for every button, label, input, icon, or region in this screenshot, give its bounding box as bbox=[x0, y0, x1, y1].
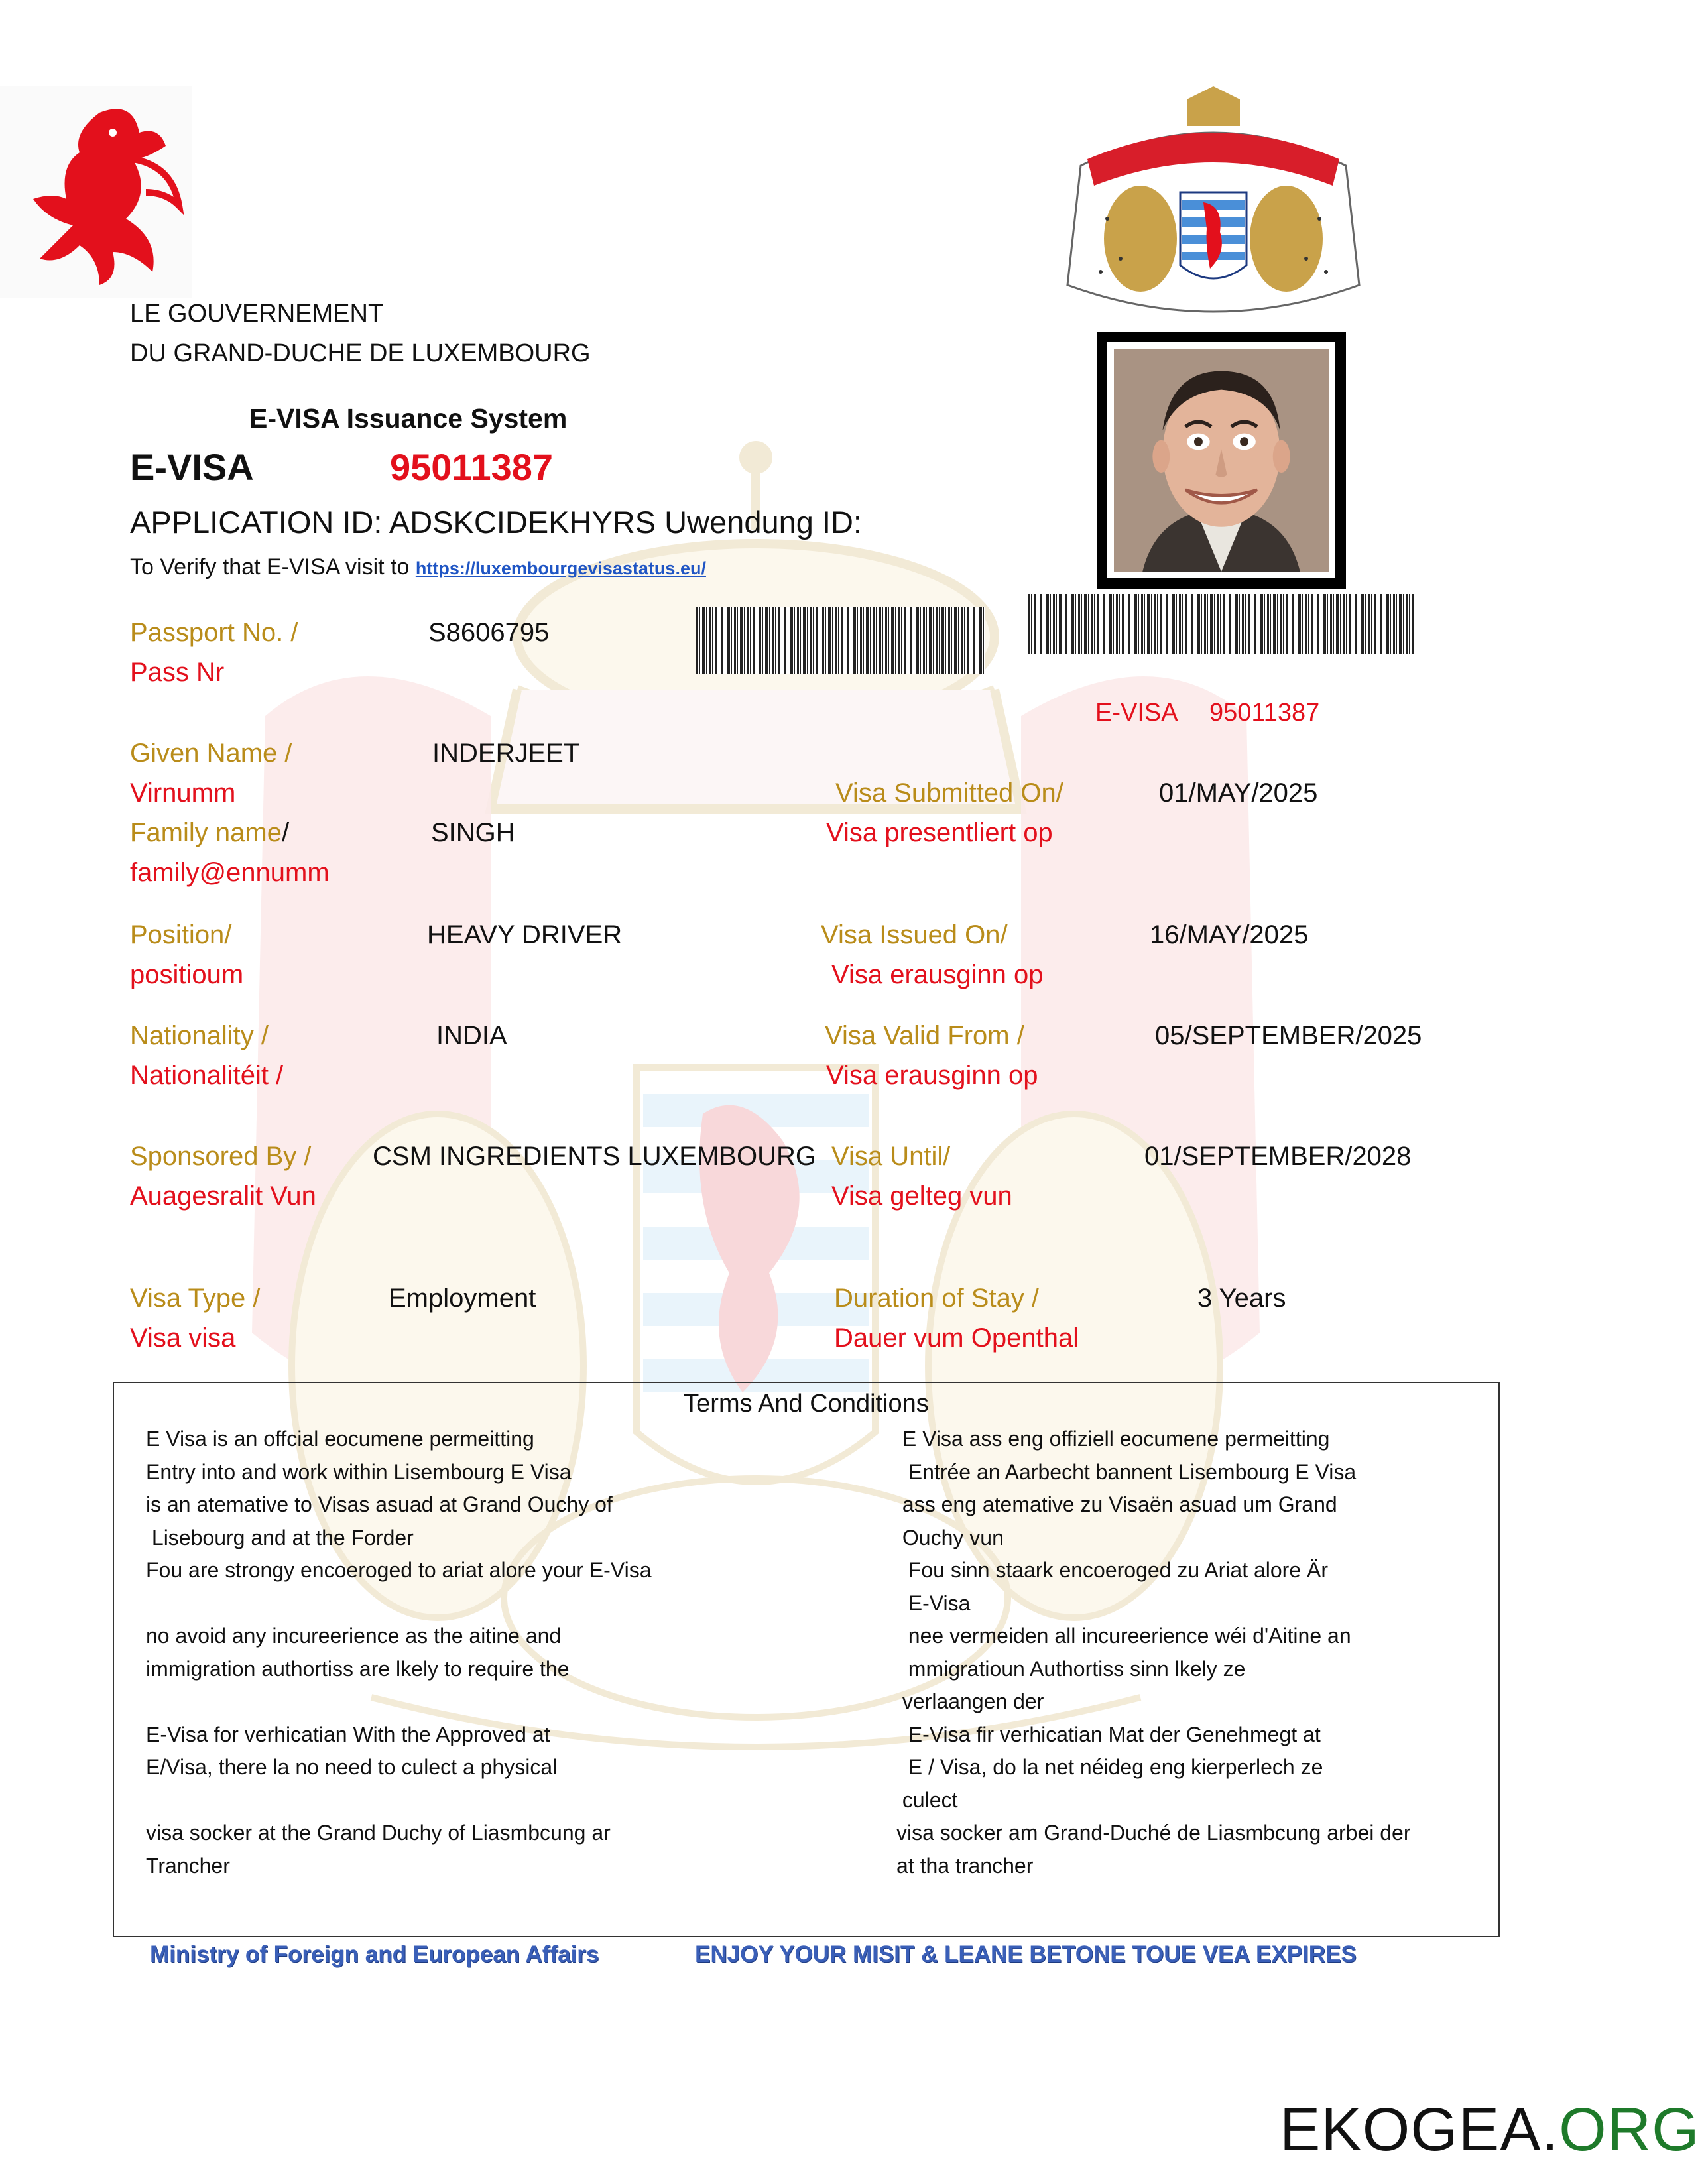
passport-label-lb: Pass Nr bbox=[130, 658, 225, 687]
terms-left-line bbox=[146, 1784, 652, 1817]
terms-left-line: immigration authortiss are lkely to require the bbox=[146, 1656, 570, 1681]
terms-left-line: Fou are strongy encoeroged to ariat alore your E-Visa bbox=[146, 1558, 652, 1582]
submitted-on-value: 01/MAY/2025 bbox=[1159, 778, 1318, 808]
terms-right-line: Fou sinn staark encoeroged zu Ariat alore Är bbox=[896, 1558, 1329, 1582]
government-line-1: LE GOUVERNEMENT bbox=[130, 300, 384, 328]
terms-left-line: is an atemative to Visas asuad at Grand Ouchy of bbox=[146, 1492, 613, 1516]
passport-label-en: Passport No. / bbox=[130, 618, 298, 647]
right-evisa-label: E-VISA bbox=[1095, 699, 1178, 727]
issued-on-value: 16/MAY/2025 bbox=[1150, 920, 1309, 949]
terms-left-line bbox=[146, 1685, 652, 1719]
submitted-on-label-en: Visa Submitted On/ bbox=[835, 778, 1063, 808]
terms-left-line: Entry into and work within Lisembourg E Visa bbox=[146, 1459, 572, 1484]
issued-on-label-en: Visa Issued On/ bbox=[821, 920, 1008, 949]
terms-right-line: nee vermeiden all incureerience wéi d'Aitine an bbox=[896, 1624, 1351, 1648]
duration-label-en: Duration of Stay / bbox=[834, 1284, 1040, 1313]
visa-type-label-en: Visa Type / bbox=[130, 1284, 261, 1313]
visa-type-label-lb: Visa visa bbox=[130, 1323, 236, 1353]
slogan-footer: ENJOY YOUR MISIT & LEANE BETONE TOUE VEA EXPIRES bbox=[695, 1941, 1357, 1967]
visa-type-value: Employment bbox=[389, 1284, 536, 1313]
given-name-label-lb: Virnumm bbox=[130, 778, 236, 808]
system-title: E-VISA Issuance System bbox=[249, 403, 568, 434]
valid-from-label-en: Visa Valid From / bbox=[825, 1021, 1024, 1050]
family-name-value: SINGH bbox=[431, 818, 515, 847]
duration-label-lb: Dauer vum Openthal bbox=[834, 1323, 1079, 1353]
terms-right-line: Ouchy vun bbox=[896, 1525, 1004, 1549]
family-name-label-en: Family name/ bbox=[130, 818, 290, 847]
given-name-value: INDERJEET bbox=[432, 739, 580, 768]
terms-right-line: visa socker am Grand-Duché de Liasmbcung arbei der bbox=[896, 1821, 1411, 1845]
terms-right-line: E / Visa, do la net néideg eng kierperlech ze bbox=[896, 1755, 1323, 1779]
valid-from-value: 05/SEPTEMBER/2025 bbox=[1155, 1021, 1422, 1050]
barcode-right bbox=[1028, 594, 1416, 654]
right-evisa-number: 95011387 bbox=[1209, 699, 1320, 727]
site-watermark: EKOGEA.ORG bbox=[1280, 2096, 1700, 2163]
terms-left-line: no avoid any incureerience as the aitine and bbox=[146, 1624, 562, 1648]
terms-left-line: E/Visa, there la no need to culect a physical bbox=[146, 1755, 558, 1779]
coat-of-arms-icon bbox=[1054, 86, 1372, 332]
given-name-label-en: Given Name / bbox=[130, 739, 292, 768]
terms-title: Terms And Conditions bbox=[684, 1390, 929, 1418]
terms-right-line: Entrée an Aarbecht bannent Lisembourg E Visa bbox=[896, 1459, 1357, 1484]
verify-row bbox=[130, 554, 706, 580]
terms-left-line: visa socker at the Grand Duchy of Liasmbcung ar bbox=[146, 1821, 611, 1845]
terms-right-line: at tha trancher bbox=[896, 1853, 1034, 1878]
terms-left-line: Lisebourg and at the Forder bbox=[146, 1525, 414, 1549]
ministry-footer: Ministry of Foreign and European Affairs bbox=[150, 1941, 599, 1967]
terms-right-line: verlaangen der bbox=[896, 1689, 1044, 1713]
verify-link[interactable]: https://luxembourgevisastatus.eu/ bbox=[415, 558, 706, 578]
photo-frame bbox=[1097, 332, 1346, 589]
sponsored-by-label-lb: Auagesralit Vun bbox=[130, 1182, 316, 1211]
terms-left-line bbox=[146, 1587, 652, 1620]
government-line-2: DU GRAND-DUCHE DE LUXEMBOURG bbox=[130, 339, 591, 367]
photo-inner bbox=[1107, 342, 1335, 578]
duration-value: 3 Years bbox=[1197, 1284, 1286, 1313]
passport-value: S8606795 bbox=[428, 618, 550, 647]
terms-left-line: E-Visa for verhicatian With the Approved at bbox=[146, 1722, 550, 1746]
evisa-number: 95011387 bbox=[390, 446, 554, 488]
terms-right-line: ass eng atemative zu Visaën asuad um Grand bbox=[896, 1492, 1337, 1516]
sponsored-by-value: CSM INGREDIENTS LUXEMBOURG bbox=[373, 1142, 816, 1171]
issued-on-label-lb: Visa erausginn op bbox=[831, 960, 1044, 989]
terms-right-line: E-Visa fir verhicatian Mat der Genehmegt at bbox=[896, 1722, 1321, 1746]
valid-from-label-lb: Visa erausginn op bbox=[826, 1061, 1038, 1090]
position-value: HEAVY DRIVER bbox=[427, 920, 623, 949]
terms-box bbox=[113, 1382, 1500, 1937]
nationality-value: INDIA bbox=[436, 1021, 507, 1050]
position-label-lb: positioum bbox=[130, 960, 244, 989]
terms-right-line: E Visa ass eng offiziell eocumene permeitting bbox=[896, 1427, 1330, 1451]
position-label-en: Position/ bbox=[130, 920, 232, 949]
nationality-label-lb: Nationalitéit / bbox=[130, 1061, 284, 1090]
barcode-left bbox=[696, 607, 985, 674]
nationality-label-en: Nationality / bbox=[130, 1021, 269, 1050]
applicant-photo bbox=[1114, 349, 1329, 572]
terms-left-column bbox=[146, 1423, 652, 1882]
valid-until-label-en: Visa Until/ bbox=[831, 1142, 951, 1171]
family-name-label-lb: family@ennumm bbox=[130, 858, 330, 887]
terms-left-line: Trancher bbox=[146, 1853, 230, 1878]
verify-text: To Verify that E-VISA visit to bbox=[130, 554, 410, 579]
terms-right-column bbox=[896, 1423, 1410, 1882]
valid-until-label-lb: Visa gelteg vun bbox=[831, 1182, 1012, 1211]
terms-left-line: E Visa is an offcial eocumene permeitting bbox=[146, 1427, 534, 1451]
terms-right-line: mmigratioun Authortiss sinn lkely ze bbox=[896, 1656, 1246, 1681]
terms-right-line: culect bbox=[896, 1788, 958, 1812]
submitted-on-label-lb: Visa presentliert op bbox=[826, 818, 1053, 847]
terms-right-line: E-Visa bbox=[896, 1591, 971, 1615]
valid-until-value: 01/SEPTEMBER/2028 bbox=[1144, 1142, 1412, 1171]
sponsored-by-label-en: Sponsored By / bbox=[130, 1142, 312, 1171]
red-lion-icon bbox=[0, 86, 192, 298]
application-id: APPLICATION ID: ADSKCIDEKHYRS Uwendung ID: bbox=[130, 505, 862, 540]
evisa-label: E-VISA bbox=[130, 446, 254, 488]
